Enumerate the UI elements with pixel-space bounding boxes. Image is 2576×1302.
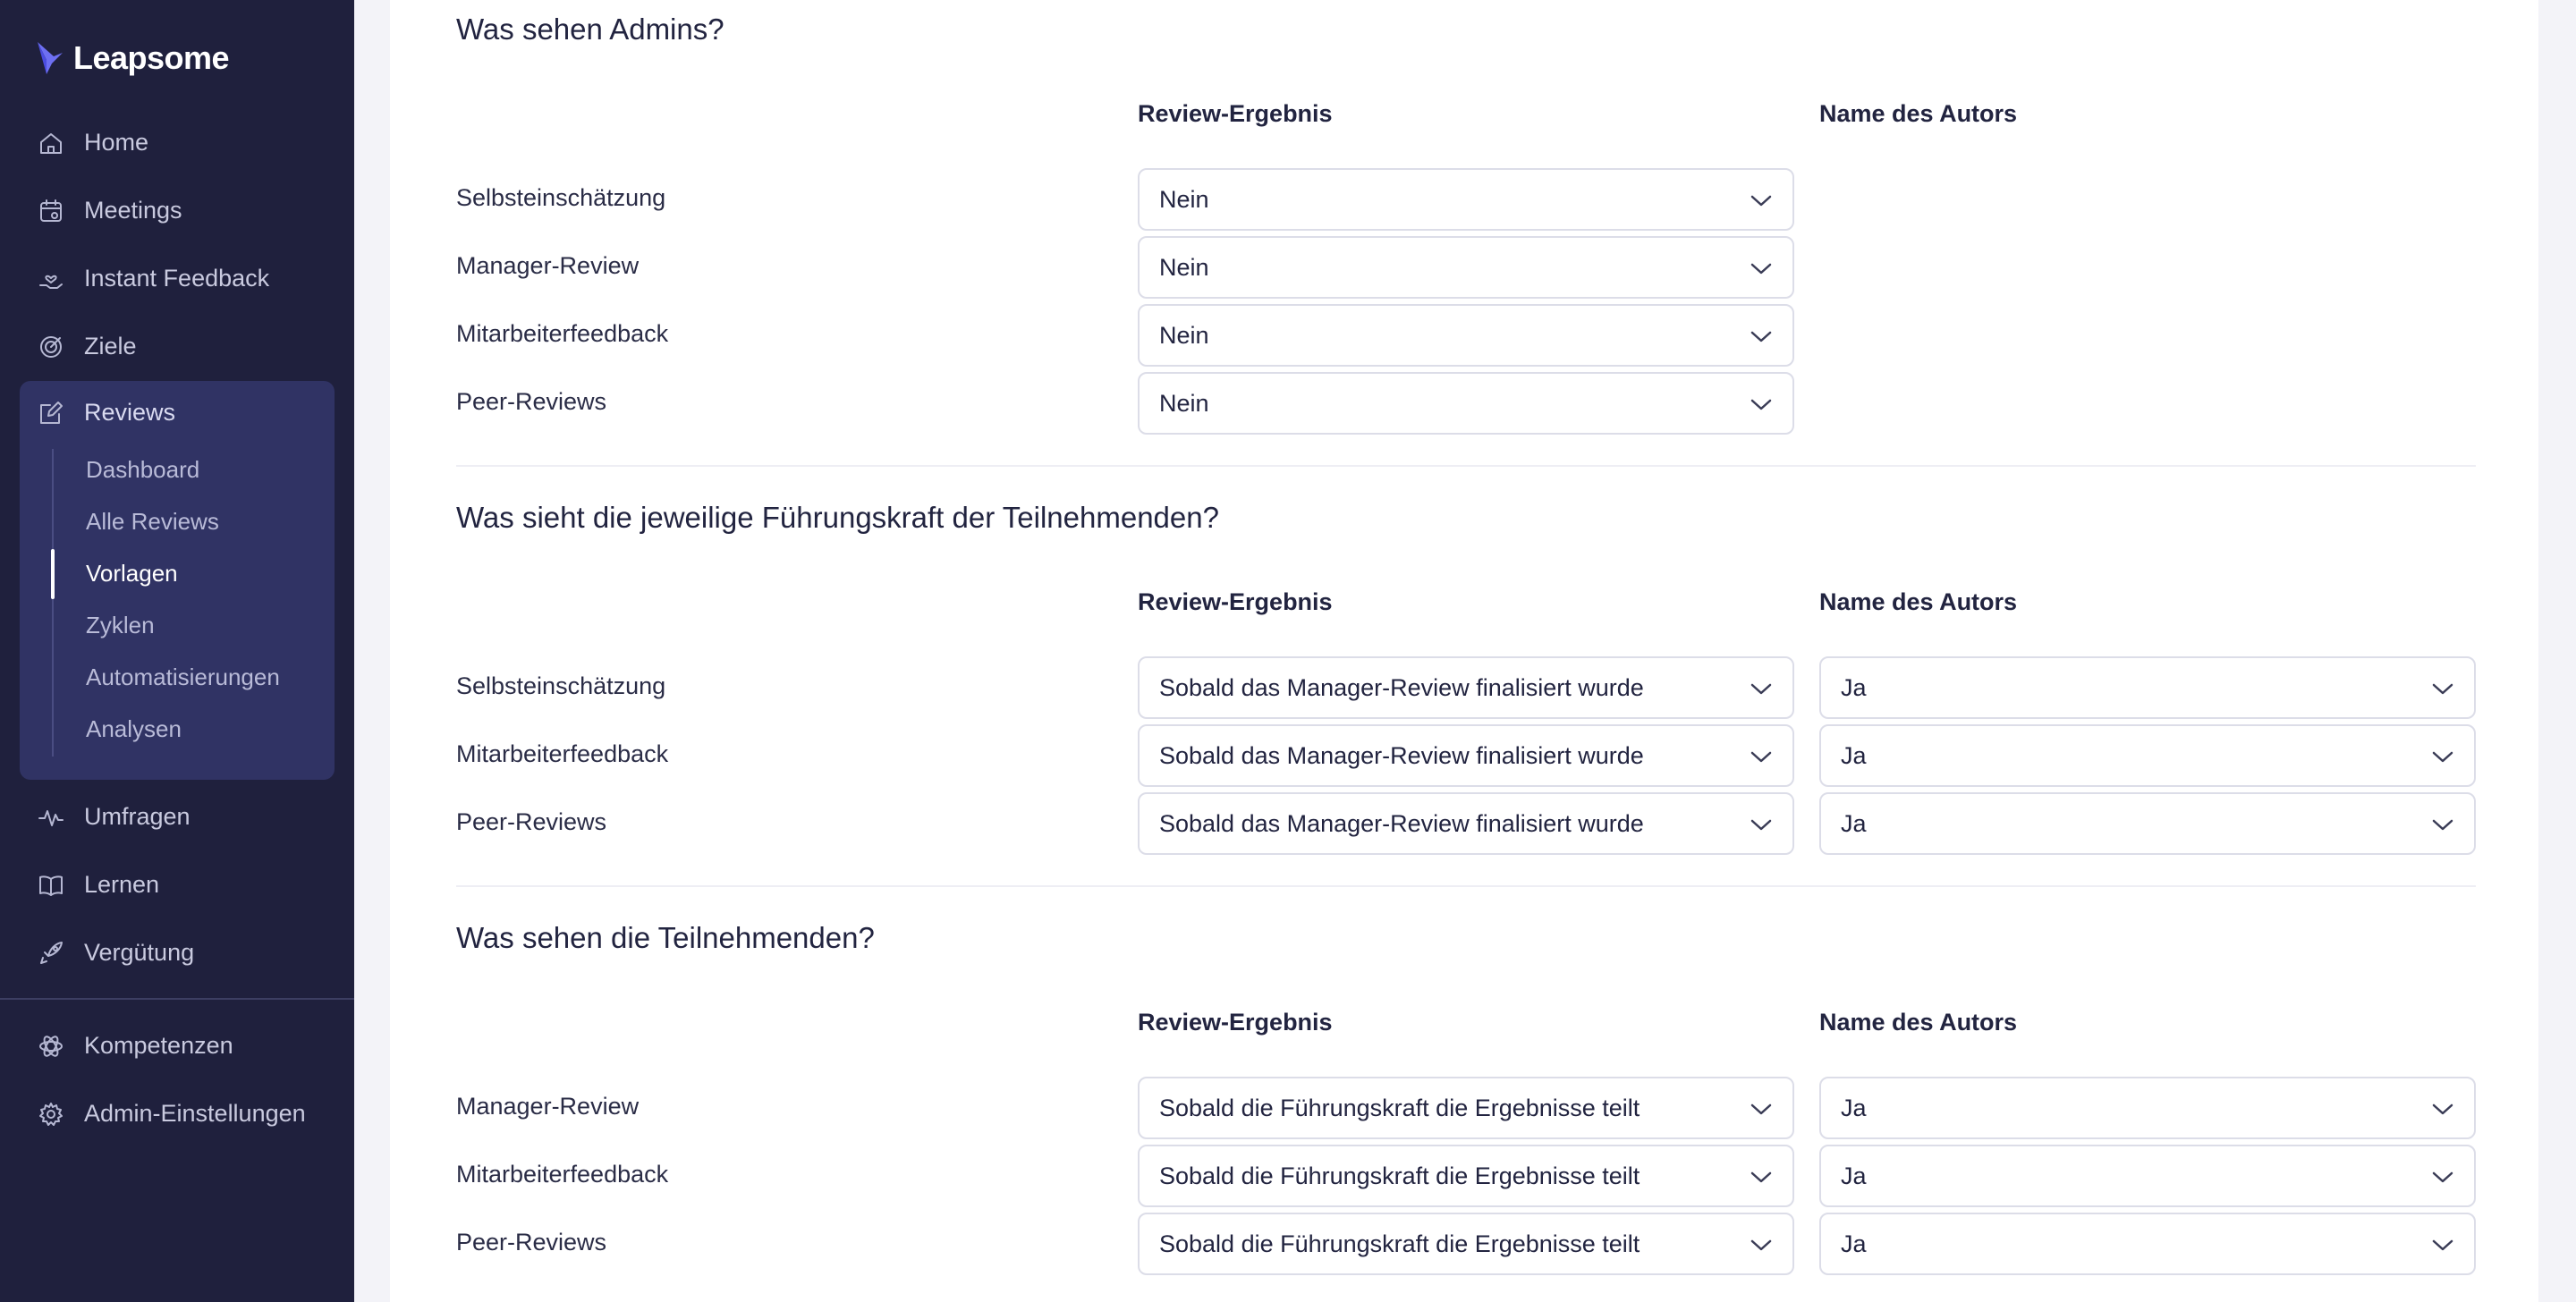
col-head-result: Review-Ergebnis	[1138, 100, 1333, 127]
chevron-down-icon	[2431, 680, 2454, 698]
select-value: Ja	[1841, 741, 1867, 769]
chevron-down-icon	[2431, 1100, 2454, 1118]
select-result[interactable]	[1138, 168, 1794, 231]
nav-meetings[interactable]	[20, 182, 335, 238]
nav-umfragen-label: Umfragen	[84, 802, 191, 830]
select-author[interactable]	[1819, 1077, 2476, 1139]
main-content	[390, 0, 2538, 1302]
section-divider	[456, 885, 2476, 887]
subnav-automatisierungen[interactable]: Automatisierungen	[86, 664, 280, 690]
row-label: Selbsteinschätzung	[456, 184, 666, 211]
sidebar-divider	[0, 998, 354, 1000]
chevron-down-icon	[1750, 1100, 1773, 1118]
chevron-down-icon	[1750, 680, 1773, 698]
row-label: Manager-Review	[456, 1093, 640, 1120]
select-value: Ja	[1841, 1162, 1867, 1189]
chevron-down-icon	[1750, 1236, 1773, 1254]
pulse-icon	[38, 804, 64, 831]
hand-heart-icon	[38, 266, 64, 292]
atom-icon	[38, 1033, 64, 1060]
nav-lernen[interactable]	[20, 857, 335, 912]
row-label: Selbsteinschätzung	[456, 672, 666, 699]
home-icon	[38, 130, 64, 156]
chevron-down-icon	[2431, 1168, 2454, 1186]
section-title-admins: Was sehen Admins?	[456, 13, 724, 46]
gear-icon	[38, 1101, 64, 1128]
section-divider	[456, 465, 2476, 467]
nav-kompetenzen-label: Kompetenzen	[84, 1031, 233, 1059]
select-result[interactable]	[1138, 656, 1794, 719]
select-value: Nein	[1159, 253, 1209, 281]
subnav-dashboard[interactable]: Dashboard	[86, 456, 200, 483]
select-result[interactable]	[1138, 792, 1794, 855]
select-value: Ja	[1841, 1094, 1867, 1121]
select-value: Sobald das Manager-Review finalisiert wurde	[1159, 741, 1644, 769]
chevron-down-icon	[1750, 259, 1773, 277]
nav-ziele[interactable]	[20, 318, 335, 374]
select-result[interactable]	[1138, 1077, 1794, 1139]
row-label: Mitarbeiterfeedback	[456, 320, 669, 347]
nav-instant-feedback-label: Instant Feedback	[84, 264, 270, 292]
book-icon	[38, 872, 64, 899]
select-result[interactable]	[1138, 724, 1794, 787]
nav-admin-einstellungen[interactable]	[20, 1086, 335, 1141]
chevron-down-icon	[2431, 816, 2454, 833]
section-title-participants: Was sehen die Teilnehmenden?	[456, 921, 875, 954]
col-head-author: Name des Autors	[1819, 1009, 2018, 1036]
section-title-manager: Was sieht die jeweilige Führungskraft der Teilnehmenden?	[456, 501, 1219, 534]
select-author[interactable]	[1819, 1145, 2476, 1207]
select-author[interactable]	[1819, 1213, 2476, 1275]
select-result[interactable]	[1138, 1213, 1794, 1275]
leapsome-bird-icon	[36, 40, 66, 76]
edit-icon	[38, 400, 64, 427]
select-value: Nein	[1159, 185, 1209, 213]
reviews-subnav-line	[52, 449, 54, 757]
select-value: Sobald die Führungskraft die Ergebnisse teilt	[1159, 1162, 1640, 1189]
subnav-analysen[interactable]: Analysen	[86, 715, 182, 742]
sidebar	[0, 0, 354, 1302]
row-label: Manager-Review	[456, 252, 640, 279]
nav-kompetenzen[interactable]	[20, 1018, 335, 1073]
calendar-icon	[38, 198, 64, 224]
rocket-icon	[38, 940, 64, 967]
row-label: Peer-Reviews	[456, 808, 607, 835]
row-label: Peer-Reviews	[456, 388, 607, 415]
select-result[interactable]	[1138, 236, 1794, 299]
chevron-down-icon	[1750, 816, 1773, 833]
col-head-result: Review-Ergebnis	[1138, 1009, 1333, 1036]
select-author[interactable]	[1819, 792, 2476, 855]
select-result[interactable]	[1138, 1145, 1794, 1207]
nav-ziele-label: Ziele	[84, 332, 137, 359]
select-value: Nein	[1159, 389, 1209, 417]
select-result[interactable]	[1138, 372, 1794, 435]
nav-home[interactable]	[20, 114, 335, 170]
select-value: Sobald das Manager-Review finalisiert wurde	[1159, 809, 1644, 837]
nav-lernen-label: Lernen	[84, 870, 160, 898]
row-label: Mitarbeiterfeedback	[456, 1161, 669, 1188]
select-value: Nein	[1159, 321, 1209, 349]
nav-meetings-label: Meetings	[84, 196, 182, 224]
chevron-down-icon	[1750, 395, 1773, 413]
reviews-group	[20, 381, 335, 780]
select-author[interactable]	[1819, 656, 2476, 719]
chevron-down-icon	[1750, 191, 1773, 209]
nav-instant-feedback[interactable]	[20, 250, 335, 306]
nav-verguetung-label: Vergütung	[84, 938, 195, 966]
subnav-alle-reviews[interactable]: Alle Reviews	[86, 508, 219, 535]
chevron-down-icon	[2431, 748, 2454, 765]
select-value: Sobald die Führungskraft die Ergebnisse teilt	[1159, 1094, 1640, 1121]
brand-name: Leapsome	[73, 39, 230, 76]
select-result[interactable]	[1138, 304, 1794, 367]
target-icon	[38, 334, 64, 360]
row-label: Mitarbeiterfeedback	[456, 740, 669, 767]
select-value: Ja	[1841, 1230, 1867, 1257]
nav-umfragen[interactable]	[20, 789, 335, 844]
chevron-down-icon	[1750, 748, 1773, 765]
subnav-vorlagen[interactable]: Vorlagen	[86, 560, 178, 587]
select-value: Sobald die Führungskraft die Ergebnisse teilt	[1159, 1230, 1640, 1257]
nav-home-label: Home	[84, 128, 149, 156]
active-indicator	[51, 549, 55, 599]
nav-admin-label: Admin-Einstellungen	[84, 1099, 306, 1127]
subnav-zyklen[interactable]: Zyklen	[86, 612, 155, 638]
nav-reviews-label: Reviews	[84, 398, 176, 426]
select-value: Ja	[1841, 673, 1867, 701]
chevron-down-icon	[1750, 327, 1773, 345]
col-head-author: Name des Autors	[1819, 588, 2018, 615]
row-label: Peer-Reviews	[456, 1229, 607, 1256]
nav-reviews[interactable]	[20, 385, 335, 440]
select-value: Ja	[1841, 809, 1867, 837]
nav-verguetung[interactable]	[20, 925, 335, 980]
chevron-down-icon	[1750, 1168, 1773, 1186]
select-value: Sobald das Manager-Review finalisiert wurde	[1159, 673, 1644, 701]
col-head-author: Name des Autors	[1819, 100, 2018, 127]
brand-logo[interactable]	[36, 36, 229, 80]
col-head-result: Review-Ergebnis	[1138, 588, 1333, 615]
chevron-down-icon	[2431, 1236, 2454, 1254]
select-author[interactable]	[1819, 724, 2476, 787]
